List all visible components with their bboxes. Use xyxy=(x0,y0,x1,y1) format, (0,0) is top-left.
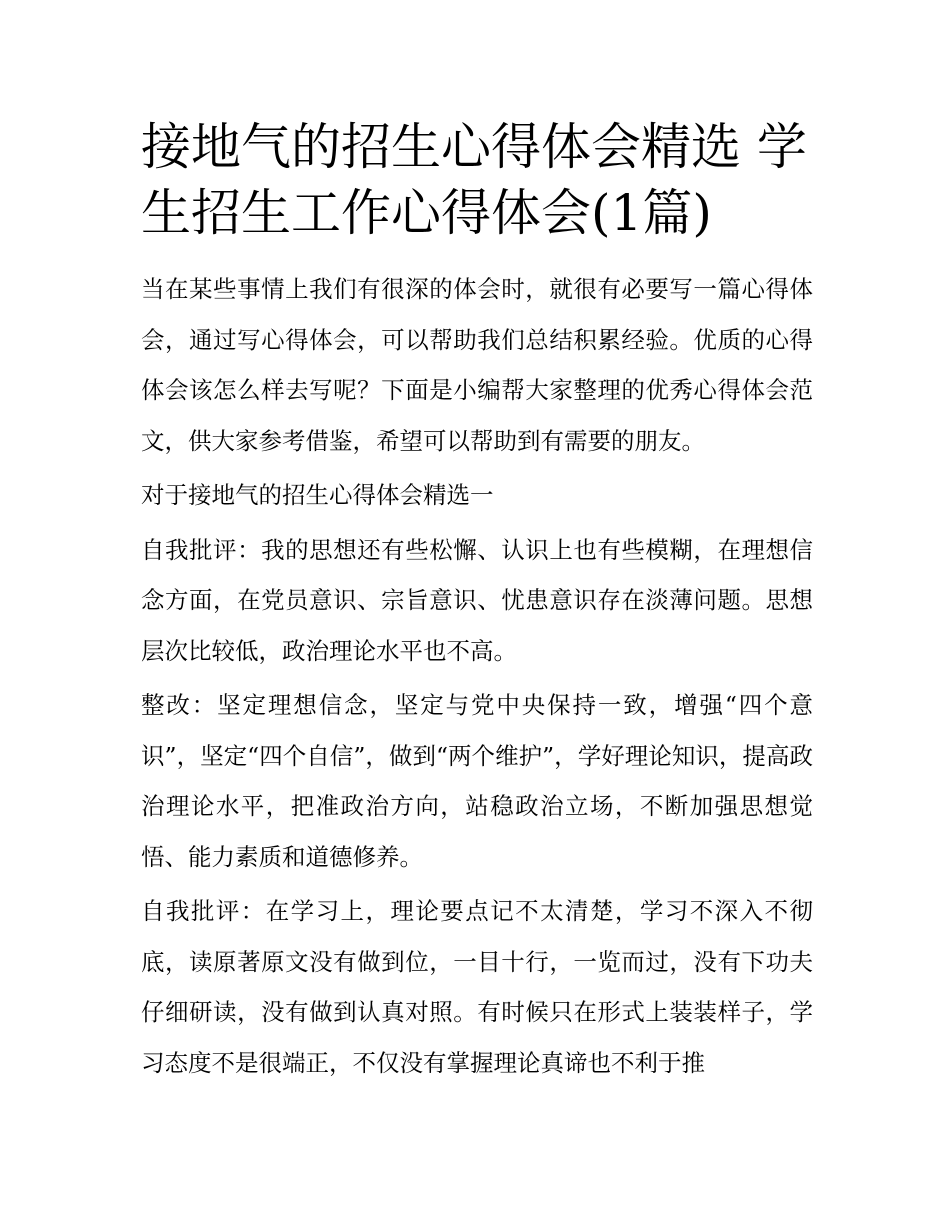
rectification-paragraph: 整改：坚定理想信念，坚定与党中央保持一致，增强“四个意识”，坚定“四个自信”，做到“两个维护”，学好理论知识，提高政治理论水平，把准政治方向，站稳政治立场，不断加强思想觉悟、能力素质和道德修养。 xyxy=(141,691,813,871)
self-criticism-paragraph-2: 自我批评：在学习上，理论要点记不太清楚，学习不深入不彻底，读原著原文没有做到位，一目十行，一览而过，没有下功夫仔细研读，没有做到认真对照。有时候只在形式上装装样子，学习态度不是很端正，不仅没有掌握理论真谛也不利于推 xyxy=(141,897,813,1077)
section-heading: 对于接地气的招生心得体会精选一 xyxy=(141,481,494,509)
document-title: 接地气的招生心得体会精选 学生招生工作心得体会(1篇) xyxy=(141,118,807,242)
document-body xyxy=(141,264,813,1088)
document-content xyxy=(141,114,813,1092)
self-criticism-paragraph-1: 自我批评：我的思想还有些松懈、认识上也有些模糊，在理想信念方面，在党员意识、宗旨意识、忧患意识存在淡薄问题。思想层次比较低，政治理论水平也不高。 xyxy=(141,535,813,665)
intro-paragraph: 当在某些事情上我们有很深的体会时，就很有必要写一篇心得体会，通过写心得体会，可以帮助我们总结积累经验。优质的心得体会该怎么样去写呢？下面是小编帮大家整理的优秀心得体会范文，供大家参考借鉴，希望可以帮助到有需要的朋友。 xyxy=(141,275,813,455)
